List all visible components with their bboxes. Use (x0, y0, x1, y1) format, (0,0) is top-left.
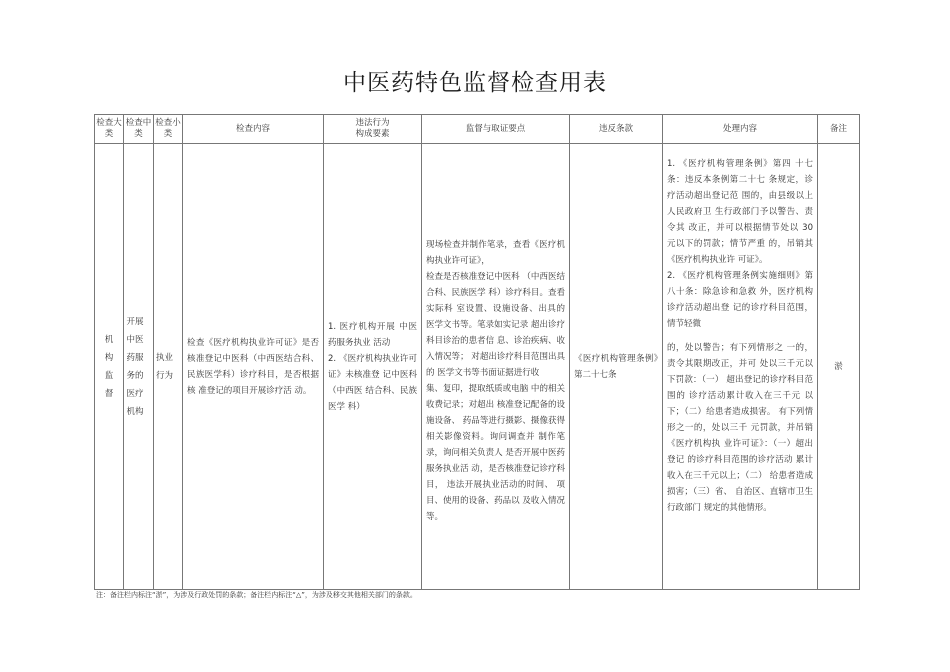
cell-minor-category (154, 144, 183, 590)
cell-content: 检查《医疗机构执业许可证》是否核准登记中医科（中西医结合科、民族医学科）诊疗科目，是否根据核 准登记的项目开展诊疗活 动。 (183, 144, 324, 590)
header-violation: 违法行为 构成要素 (324, 115, 422, 144)
page-title: 中医药特色监督检查用表 (343, 70, 607, 96)
footnote: 注：备注栏内标注“淤”，为涉及行政处罚的条款；备注栏内标注“△”，为涉及移交其他相关部门的条款。 (96, 591, 417, 599)
cell-clause: 《医疗机构管理条例》第二十七条 (570, 144, 663, 590)
header-evidence: 监督与取证要点 (422, 115, 570, 144)
inspection-table (94, 114, 860, 590)
cell-evidence: 现场检查并制作笔录，查看《医疗机构执业许可证》， 检查是否核准登记中医科 （中西医结合科、民族医学 科）诊疗科目。查看实际科 室设置、设施设备、出具的 医学文书等。笔录如实记录 超出诊疗科目诊治的患者信 息、诊治疾病、收入情况等； 对超出诊疗科目范围出具的 医学文书等书面证据进行收 集、复印，提取纸质或电脑 中的相关收费记录；对超出 核准登记配备的设施设备、 药品等进行摄影、摄像获得 相关影像资料。询问调查并 制作笔录，询问相关负责人 是否开展中医药服务执业活 动，是否核准登记诊疗科目， 违法开展执业活动的时间、 项目、使用的设备、药品以 及收入情况等。 (422, 144, 570, 590)
header-remarks: 备注 (818, 115, 860, 144)
header-major-category: 检查大类 (95, 115, 124, 144)
header-content: 检查内容 (183, 115, 324, 144)
handling-gap (667, 332, 813, 340)
cell-major-category (95, 144, 124, 590)
header-minor-category: 检查小类 (154, 115, 183, 144)
cell-violation: 1. 医疗机构开展 中医药服务执业 活动 2. 《医疗机构执业许可证》未核准登 记中医科（中西医 结合科、民族医学 科） (324, 144, 422, 590)
cell-handling (663, 144, 818, 590)
header-middle-category: 检查中类 (124, 115, 154, 144)
header-handling: 处理内容 (663, 115, 818, 144)
table-header-row (95, 115, 860, 144)
handling-paragraph-1: 1. 《医疗机构管理条例》第四 十七条：违反本条例第二十七 条规定，诊疗活动超出登记范 围的，由县级以上人民政府卫 生行政部门予以警告、责令其 改正，并可以根据情节处以 30 元以下的罚款；情节严重 的，吊销其《医疗机构执业许 可证》。 (667, 159, 813, 265)
table-row (95, 144, 860, 590)
middle-category-text: 开展中医药服务的医疗机构 (126, 316, 144, 417)
major-category-text: 机构监督 (104, 334, 114, 399)
cell-remarks: 淤 (818, 144, 860, 590)
handling-paragraph-2: 2. 《医疗机构管理条例实施细则》第八十条：除急诊和急救 外，医疗机构诊疗活动超出登 记的诊疗科目范围，情节轻微 (667, 271, 813, 329)
header-clause: 违反条款 (570, 115, 663, 144)
handling-paragraph-3: 的，处以警告；有下列情形之 一的，责令其限期改正，并可 处以三千元以下罚款：（一） 超出登记的诊疗科目范围的 诊疗活动累计收入在三千元 以下；（二）给患者造成损害。 有下列情形之一的，处以三千 元罚款，并吊销《医疗机构执 业许可证》：（一）超出登记 的诊疗科目范围的诊疗活动 累计收入在三千元以上；（二） 给患者造成损害；（三）省、 自治区、直辖市卫生行政部门 规定的其他情形。 (667, 343, 813, 513)
cell-middle-category (124, 144, 154, 590)
minor-category-text: 执业行为 (156, 352, 174, 381)
